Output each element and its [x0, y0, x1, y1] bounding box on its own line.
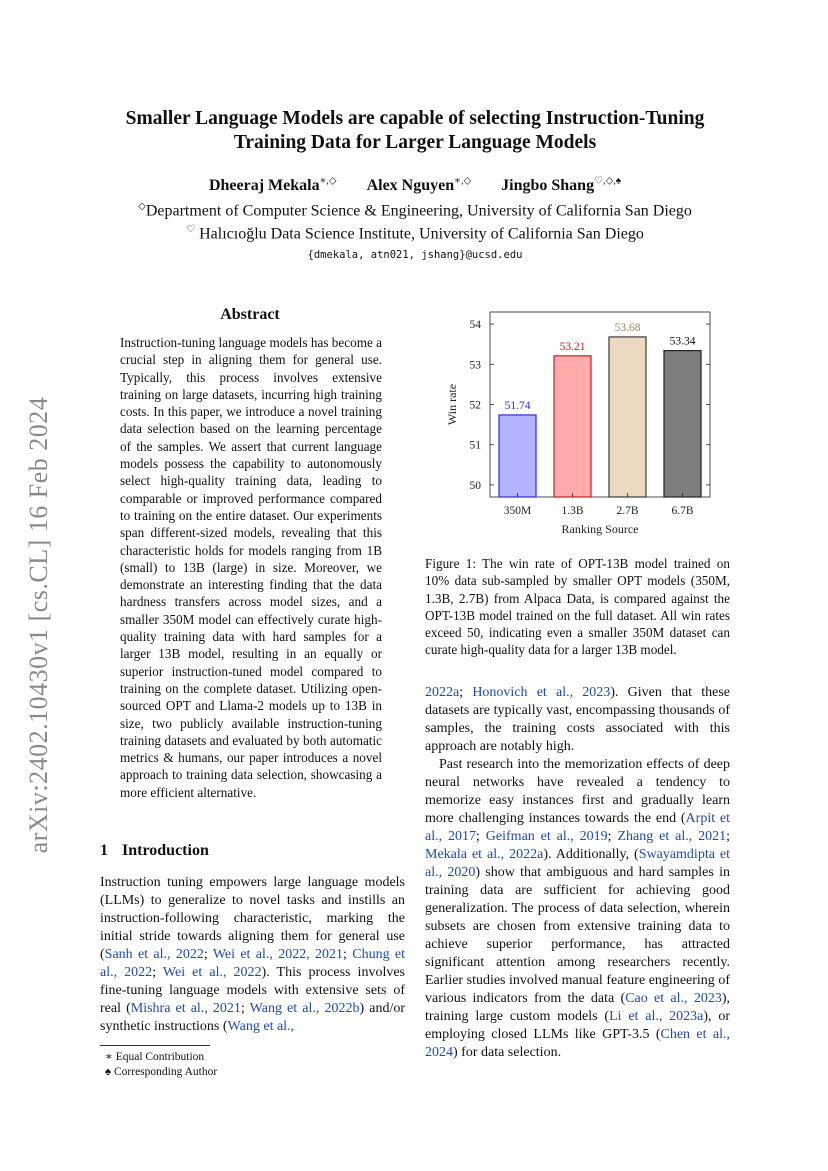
citation-link[interactable]: Wei et al., 2022, 2021 [212, 947, 344, 962]
body-text: ; [459, 685, 473, 700]
body-text: ; [607, 829, 618, 844]
y-axis-label: Win rate [445, 383, 459, 426]
footnote: ∗ Equal Contribution [105, 1051, 205, 1063]
footnote: ♠ Corresponding Author [105, 1066, 218, 1078]
body-text: ; [726, 829, 731, 844]
body-text: ) for data selection. [453, 1045, 562, 1060]
body-text: ; [240, 1001, 250, 1016]
citation-link[interactable]: Mekala et al., 2022a [425, 847, 544, 862]
citation-link[interactable]: Sanh et al., 2022 [104, 947, 204, 962]
body-text: ; [152, 965, 163, 980]
affiliation-text: Department of Computer Science & Engineering, University of California San Diego [145, 202, 692, 220]
paragraph [425, 684, 730, 756]
body-text: ; [203, 947, 213, 962]
author [367, 177, 472, 194]
arxiv-id-text: arXiv:2402.10430v1 [cs.CL] 16 Feb 2024 [24, 396, 53, 854]
author [209, 177, 337, 194]
body-text: ). This process involves fine-tuning language models with extensive sets of real ( [100, 965, 406, 1016]
citation-link[interactable]: Geifman et al., 2019 [485, 829, 608, 844]
section-number: 1 [100, 842, 108, 859]
body-text: ). Additionally, ( [543, 847, 639, 862]
body-text: ; [476, 829, 486, 844]
x-tick-label: 2.7B [616, 505, 639, 517]
citation-link[interactable]: Swayamdipta et al., 2020 [425, 847, 731, 880]
bar [664, 351, 701, 497]
paragraph [425, 756, 730, 1062]
y-tick-label: 53 [469, 359, 481, 372]
affiliation [100, 201, 730, 220]
author-marks: ♡,◇,♠ [594, 176, 622, 187]
bar-value-label: 53.21 [559, 340, 586, 353]
section-heading [100, 842, 209, 860]
bar [554, 356, 591, 497]
citation-link[interactable]: Chung et al., 2022 [100, 947, 406, 980]
x-tick-label: 1.3B [561, 505, 584, 517]
footnotes [105, 1050, 217, 1080]
bar [499, 415, 536, 497]
x-tick-label: 6.7B [671, 505, 694, 517]
figure-caption: Figure 1: The win rate of OPT-13B model trained on 10% data sub-sampled by smaller OPT models (350M, 1.3B, 2.7B) from Alpaca Data, is compared against the OPT-13B model trained on the full dataset. All win rates exceed 50, indicating even a smaller 350M dataset can curate high-quality data for a larger 13B model. [425, 556, 730, 658]
x-axis-label: Ranking Source [561, 522, 639, 536]
affiliation-mark: ◇ [138, 201, 146, 212]
author-marks: ∗,◇ [319, 176, 337, 187]
citation-link[interactable]: 2022a [425, 685, 460, 700]
body-text: ), training large custom models ( [425, 991, 730, 1024]
bar-value-label: 53.68 [614, 321, 641, 334]
y-tick-label: 52 [469, 399, 481, 412]
footnote-rule [100, 1045, 210, 1046]
citation-link[interactable]: Wang et al., [227, 1019, 295, 1034]
author-marks: ∗,◇ [454, 176, 472, 187]
body-text: Past research into the memorization effects of deep neural networks have revealed a tendency to memorize easy instances first and gradually learn more challenging instances towards the end ( [425, 757, 730, 826]
author-name: Jingbo Shang [501, 177, 595, 195]
abstract-heading: Abstract [220, 306, 280, 323]
body-text: ) show that ambiguous and hard samples in training data are sufficient for achieving good generalization. The process of data selection, wherein subsets are chosen from extensive training data to achieve superior performance, has attracted significant attention among researchers recently. Earlier studies involved manual feature engineering of various indicators from the data ( [425, 865, 730, 1006]
body-text: Instruction tuning empowers large language models (LLMs) to generalize to novel tasks and instills an instruction-following characteristic, marking the initial stride towards aligning them for general use ( [100, 875, 405, 962]
citation-link[interactable]: Wang et al., 2022b [249, 1001, 360, 1016]
win-rate-bar-chart [440, 300, 730, 550]
bar-value-label: 51.74 [504, 399, 531, 412]
citation-link[interactable]: Zhang et al., 2021 [617, 829, 727, 844]
citation-link[interactable]: Honovich et al., 2023 [472, 685, 611, 700]
body-text: ). Given that these datasets are typically vast, encompassing thousands of samples, the training costs associated with this approach are notably high. [425, 685, 731, 754]
citation-link[interactable]: Cao et al., 2023 [625, 991, 722, 1006]
y-tick-label: 50 [469, 479, 481, 492]
body-text: ), or employing closed LLMs like GPT-3.5 ( [425, 1009, 730, 1042]
section-title: Introduction [122, 842, 209, 859]
citation-link[interactable]: Li et al., 2023a [609, 1009, 704, 1024]
paper-title: Smaller Language Models are capable of selecting Instruction-Tuning Training Data for Larger Language Models [125, 108, 705, 153]
abstract-text: Instruction-tuning language models has become a crucial step in aligning them for general use. Typically, this process involves extensive training on large datasets, incurring high training costs. In this paper, we introduce a novel training data selection based on the learning percentage of the samples. We assert that current language models possess the capability to autonomously select high-quality training data, leading to comparable or improved performance compared to training on the entire dataset. Our experiments span different-sized models, revealing that this characteristic holds for models ranging from 1B (small) to 13B (large) in size. Moreover, we demonstrate an interesting finding that the data hardness transfers across model sizes, and a smaller 350M model can effectively curate high-quality training data with hard samples for a larger 13B model, resulting in an equally or superior instruction-tuned model compared to training on the complete dataset. Utilizing open-sourced OPT and Llama-2 models up to 13B in size, two publicly available instruction-tuning training datasets and evaluated by both automatic metrics & humans, our paper introduces a novel approach to training data selection, showcasing a more efficient alternative. [120, 335, 382, 800]
author [501, 177, 621, 194]
citation-link[interactable]: Wei et al., 2022 [162, 965, 262, 980]
y-tick-label: 51 [469, 439, 481, 452]
x-tick-label: 350M [503, 505, 532, 517]
affiliation [100, 224, 730, 243]
citation-link[interactable]: Mishra et al., 2021 [130, 1001, 241, 1016]
author-name: Dheeraj Mekala [208, 177, 320, 195]
body-text: ) and/or synthetic instructions ( [100, 1001, 405, 1034]
arxiv-stamp [19, 380, 59, 870]
bar [609, 337, 646, 497]
citation-link[interactable]: Arpit et al., 2017 [425, 811, 731, 844]
right-column-text [425, 684, 730, 1062]
body-text: ; [343, 947, 353, 962]
affiliation-text: Halıcıoğlu Data Science Institute, University of California San Diego [199, 225, 644, 243]
author-list [100, 176, 730, 195]
author-name: Alex Nguyen [366, 177, 455, 195]
y-tick-label: 54 [469, 319, 481, 332]
affiliation-mark: ♡ [186, 224, 196, 235]
citation-link[interactable]: Chen et al., 2024 [425, 1027, 730, 1060]
author-emails: {dmekala, atn021, jshang}@ucsd.edu [307, 249, 523, 261]
bar-value-label: 53.34 [669, 335, 696, 348]
intro-paragraph [100, 874, 405, 1036]
